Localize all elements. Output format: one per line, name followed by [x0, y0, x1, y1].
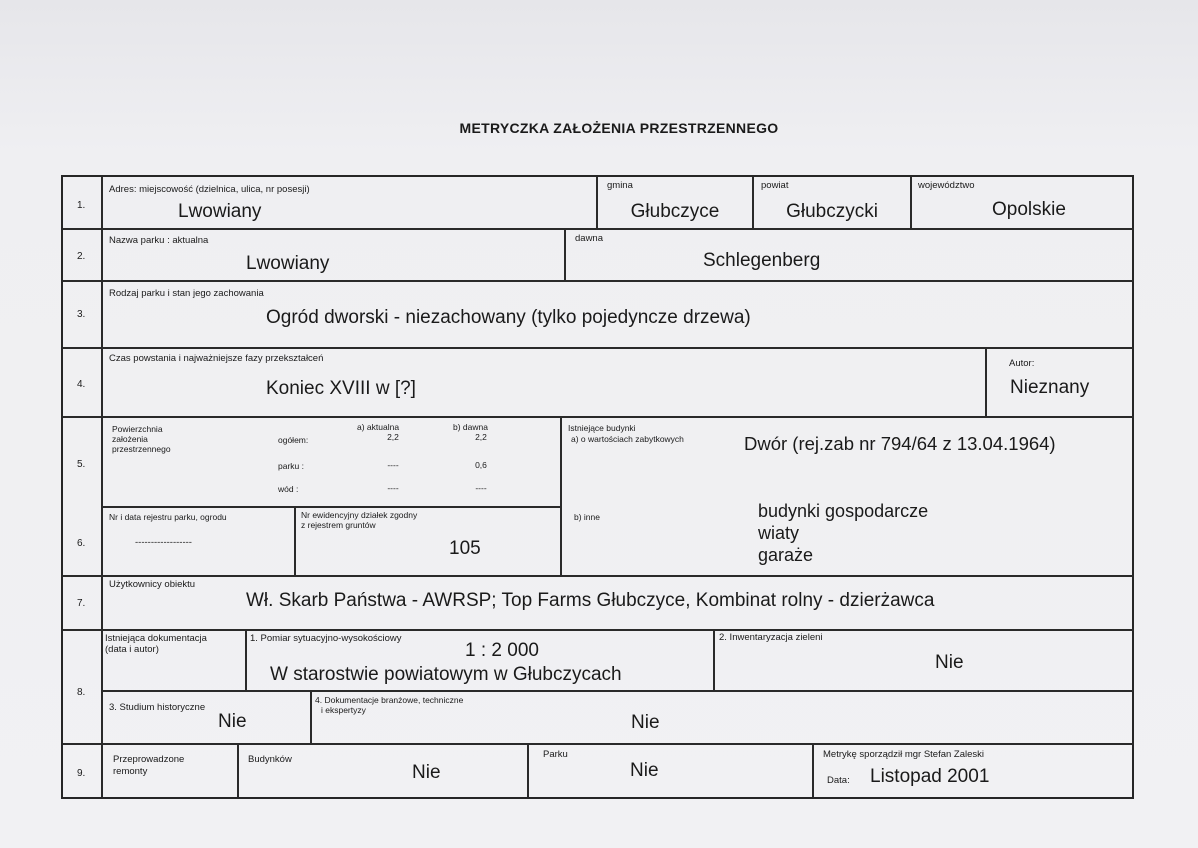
- row-number: 9.: [77, 768, 86, 779]
- area-total-former: 2,2: [475, 432, 487, 442]
- area-col-former: b) dawna: [453, 422, 488, 432]
- park-renovation-value: Nie: [630, 760, 659, 781]
- rule-row9-author: [812, 743, 814, 797]
- registry-value: ------------------: [135, 537, 192, 548]
- park-name-current-label: Nazwa parku : aktualna: [109, 235, 209, 246]
- history-study-label: 3. Studium historyczne: [109, 702, 206, 713]
- row-number: 1.: [77, 200, 86, 211]
- renovations-label: remonty: [113, 766, 148, 777]
- rule-row4-bottom: [63, 416, 1134, 418]
- rule-row2-bottom: [63, 280, 1134, 282]
- row-number: 3.: [77, 309, 86, 320]
- area-water-label: wód :: [278, 484, 299, 494]
- date-value: Listopad 2001: [870, 766, 990, 787]
- area-park-current: ----: [387, 460, 399, 470]
- park-type-label: Rodzaj parku i stan jego zachowania: [109, 288, 264, 299]
- rule-number-column: [101, 177, 103, 797]
- address-label: Adres: miejscowość (dzielnica, ulica, nr posesji): [109, 184, 310, 195]
- row-number: 7.: [77, 598, 86, 609]
- row-number: 4.: [77, 379, 86, 390]
- inventory-value: Nie: [935, 652, 964, 673]
- rule-row4-author: [985, 347, 987, 416]
- park-name-former-value: Schlegenberg: [703, 250, 821, 271]
- registry-label: Nr i data rejestru parku, ogrodu: [109, 512, 227, 522]
- prepared-by-label: Metrykę sporządził mgr Stefan Zaleski: [823, 749, 985, 760]
- rule-row56-buildings: [560, 416, 562, 575]
- rule-row2-former: [564, 228, 566, 280]
- survey-label: 1. Pomiar sytuacyjno-wysokościowy: [250, 633, 402, 644]
- rule-row9-buildings: [237, 743, 239, 797]
- rule-row8-inventory: [713, 629, 715, 690]
- users-label: Użytkownicy obiektu: [109, 579, 196, 590]
- park-name-current-value: Lwowiany: [246, 253, 330, 274]
- row-number: 8.: [77, 687, 86, 698]
- other-buildings-value: wiaty: [758, 523, 800, 543]
- area-park-former: 0,6: [475, 460, 487, 470]
- documentation-label: (data i autor): [105, 644, 159, 655]
- parcel-label: z rejestrem gruntów: [301, 520, 376, 530]
- area-label: Powierzchnia: [112, 424, 163, 434]
- creation-time-label: Czas powstania i najważniejsze fazy przekształceń: [109, 353, 324, 364]
- park-renovation-label: Parku: [543, 749, 568, 760]
- rule-row7-bottom: [63, 629, 1134, 631]
- rule-row6-bottom: [63, 575, 1134, 577]
- row-number: 2.: [77, 251, 86, 262]
- other-buildings-value: budynki gospodarcze: [758, 501, 929, 521]
- users-value: Wł. Skarb Państwa - AWRSP; Top Farms Głubczyce, Kombinat rolny - dzierżawca: [246, 590, 935, 611]
- area-water-former: ----: [475, 483, 487, 493]
- powiat-label: powiat: [761, 180, 789, 191]
- row-number: 6.: [77, 538, 86, 549]
- rule-row1-woj: [910, 177, 912, 228]
- branch-docs-label: 4. Dokumentacje branżowe, techniczne: [315, 695, 464, 705]
- park-name-former-label: dawna: [575, 233, 603, 244]
- buildings-renovation-label: Budynków: [248, 754, 292, 765]
- history-study-value: Nie: [218, 711, 247, 732]
- rule-row8-bottom: [63, 743, 1134, 745]
- powiat-value: Głubczycki: [786, 201, 878, 222]
- area-total-label: ogółem:: [278, 435, 309, 445]
- gmina-label: gmina: [607, 180, 633, 191]
- rule-row1-bottom: [63, 228, 1134, 230]
- parcel-label: Nr ewidencyjny działek zgodny: [301, 510, 418, 520]
- other-buildings-value: garaże: [758, 545, 814, 565]
- author-label: Autor:: [1009, 358, 1035, 369]
- parcel-value: 105: [449, 538, 481, 559]
- creation-time-value: Koniec XVIII w [?]: [266, 378, 416, 399]
- area-label: założenia: [112, 434, 148, 444]
- rule-row8-branch: [310, 690, 312, 743]
- buildings-renovation-value: Nie: [412, 762, 441, 783]
- buildings-label: Istniejące budynki: [568, 423, 636, 433]
- area-total-current: 2,2: [387, 432, 399, 442]
- row-number: 5.: [77, 459, 86, 470]
- document-title: METRYCZKA ZAŁOŻENIA PRZESTRZENNEGO: [459, 120, 779, 136]
- inventory-label: 2. Inwentaryzacja zieleni: [719, 632, 823, 643]
- area-park-label: parku :: [278, 461, 304, 471]
- rule-row3-bottom: [63, 347, 1134, 349]
- rule-row9-park: [527, 743, 529, 797]
- rule-row5-bottom: [101, 506, 560, 508]
- area-col-current: a) aktualna: [357, 422, 400, 432]
- date-label: Data:: [827, 775, 850, 786]
- branch-docs-value: Nie: [631, 712, 660, 733]
- record-form: [61, 175, 1134, 799]
- rule-row8a-bottom: [101, 690, 1134, 692]
- survey-scale: 1 : 2 000: [465, 640, 539, 661]
- documentation-label: Istniejąca dokumentacja: [105, 633, 207, 644]
- voivodeship-value: Opolskie: [992, 199, 1066, 220]
- rule-row8-survey: [245, 629, 247, 690]
- park-type-value: Ogród dworski - niezachowany (tylko pojedyncze drzewa): [266, 307, 751, 328]
- branch-docs-label: i ekspertyzy: [321, 705, 366, 715]
- rule-row6-parcel: [294, 506, 296, 575]
- address-value: Lwowiany: [178, 201, 262, 222]
- area-label: przestrzennego: [112, 444, 171, 454]
- author-value: Nieznany: [1010, 377, 1090, 398]
- renovations-label: Przeprowadzone: [113, 754, 185, 765]
- other-buildings-label: b) inne: [574, 512, 600, 522]
- area-water-current: ----: [387, 483, 399, 493]
- voivodeship-label: województwo: [918, 180, 975, 191]
- historic-buildings-value: Dwór (rej.zab nr 794/64 z 13.04.1964): [744, 433, 1056, 454]
- historic-buildings-label: a) o wartościach zabytkowych: [571, 434, 684, 444]
- survey-location: W starostwie powiatowym w Głubczycach: [270, 664, 622, 685]
- gmina-value: Głubczyce: [630, 201, 720, 222]
